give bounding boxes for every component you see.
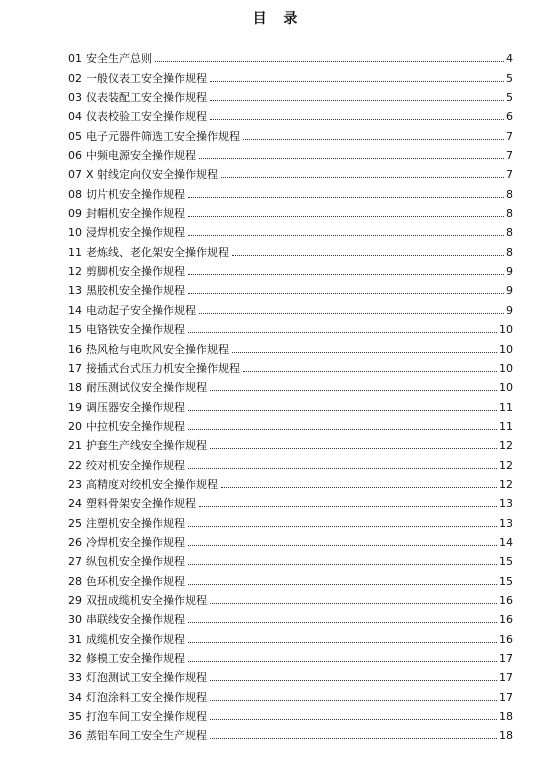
toc-entry[interactable] <box>68 665 513 684</box>
toc-entry-page-number: 9 <box>506 303 513 317</box>
toc-entry-label[interactable]: 成缆机安全操作规程 <box>86 632 185 646</box>
toc-entry-label[interactable]: 老炼线、老化架安全操作规程 <box>86 245 229 259</box>
dot-leader <box>199 313 504 314</box>
toc-entry-page-number: 17 <box>499 671 513 685</box>
toc-entry-label[interactable]: 耐压测试仪安全操作规程 <box>86 381 207 395</box>
toc-entry[interactable] <box>68 433 513 452</box>
toc-entry[interactable] <box>68 549 513 568</box>
toc-entry-label[interactable]: 安全生产总则 <box>86 52 152 66</box>
toc-entry[interactable] <box>68 607 513 626</box>
toc-entry-page-number: 7 <box>506 149 513 163</box>
dot-leader <box>188 332 497 333</box>
toc-entry-number: 31 <box>68 632 82 646</box>
toc-entry-number: 07 <box>68 168 82 182</box>
dot-leader <box>188 410 497 411</box>
toc-entry-number: 03 <box>68 91 82 105</box>
toc-entry-page-number: 8 <box>506 245 513 259</box>
dot-leader <box>210 81 504 82</box>
toc-entry-label[interactable]: X 射线定向仪安全操作规程 <box>86 168 219 182</box>
dot-leader <box>221 177 504 178</box>
toc-entry[interactable] <box>68 510 513 529</box>
toc-entry-label[interactable]: 修模工安全操作规程 <box>86 652 185 665</box>
toc-entry-page-number: 6 <box>506 110 513 124</box>
toc-entry[interactable] <box>68 162 513 181</box>
toc-entry-number: 09 <box>68 207 82 221</box>
toc-entry[interactable] <box>68 356 513 375</box>
dot-leader <box>232 255 504 256</box>
toc-entry-label[interactable]: 黑胶机安全操作规程 <box>86 284 185 298</box>
toc-entry[interactable] <box>68 375 513 394</box>
toc-entry[interactable] <box>68 723 513 742</box>
toc-entry[interactable] <box>68 46 513 65</box>
toc-entry-page-number: 16 <box>499 632 513 646</box>
toc-entry-number: 19 <box>68 400 82 414</box>
toc-entry-label[interactable]: 调压器安全操作规程 <box>86 400 185 414</box>
toc-entry[interactable] <box>68 181 513 200</box>
toc-entry[interactable] <box>68 704 513 723</box>
toc-entry[interactable] <box>68 646 513 665</box>
toc-entry-label[interactable]: 浸焊机安全操作规程 <box>86 226 185 240</box>
toc-entry-number: 33 <box>68 671 82 685</box>
toc-entry[interactable] <box>68 143 513 162</box>
page-title: 目 录 <box>252 11 304 27</box>
toc-entry-number: 08 <box>68 187 82 201</box>
toc-entry-label[interactable]: 灯泡涂料工安全操作规程 <box>86 690 207 704</box>
toc-entry-label[interactable]: 双扭成缆机安全操作规程 <box>86 593 207 607</box>
toc-entry-number: 17 <box>68 361 82 375</box>
toc-entry-number: 20 <box>68 419 82 433</box>
toc-entry[interactable] <box>68 336 513 355</box>
toc-entry-number: 11 <box>68 245 82 259</box>
toc-entry-label[interactable]: 接插式台式压力机安全操作规程 <box>86 361 240 375</box>
toc-entry[interactable] <box>68 684 513 703</box>
toc-entry-page-number: 10 <box>499 323 513 337</box>
toc-entry-page-number: 8 <box>506 187 513 201</box>
toc-entry-number: 05 <box>68 129 82 143</box>
toc-entry-label[interactable]: 蒸铝车间工安全生产规程 <box>86 729 207 743</box>
toc-entry[interactable] <box>68 85 513 104</box>
dot-leader <box>188 429 497 430</box>
toc-entry[interactable] <box>68 626 513 645</box>
toc-entry-number: 25 <box>68 516 82 530</box>
dot-leader <box>199 158 504 159</box>
toc-entry-page-number: 15 <box>499 574 513 588</box>
toc-entry-label[interactable]: 剪脚机安全操作规程 <box>86 265 185 279</box>
dot-leader <box>210 700 497 701</box>
dot-leader <box>243 371 497 372</box>
dot-leader <box>210 448 497 449</box>
dot-leader <box>210 738 497 739</box>
toc-entry-number: 12 <box>68 265 82 279</box>
dot-leader <box>210 680 497 681</box>
toc-entry-number: 24 <box>68 497 82 511</box>
toc-entry-page-number: 10 <box>499 342 513 356</box>
toc-entry-label[interactable]: 绞对机安全操作规程 <box>86 458 185 472</box>
toc-entry-number: 30 <box>68 613 82 627</box>
toc-entry-label[interactable]: 一般仪表工安全操作规程 <box>86 71 207 85</box>
toc-entry-label[interactable]: 串联线安全操作规程 <box>86 613 185 627</box>
dot-leader <box>188 584 497 585</box>
toc-entry-label[interactable]: 电铬铁安全操作规程 <box>86 323 185 337</box>
dot-leader <box>188 274 504 275</box>
toc-entry-page-number: 17 <box>499 652 513 665</box>
toc-entry-number: 32 <box>68 652 82 665</box>
toc-entry-number: 34 <box>68 690 82 704</box>
toc-entry[interactable] <box>68 278 513 297</box>
toc-entry[interactable] <box>68 530 513 549</box>
toc-entry-page-number: 5 <box>506 71 513 85</box>
toc-entry[interactable] <box>68 414 513 433</box>
toc-entry-label[interactable]: 塑料骨架安全操作规程 <box>86 497 196 511</box>
toc-entry-page-number: 16 <box>499 593 513 607</box>
toc-entry-label[interactable]: 热风枪与电吹风安全操作规程 <box>86 342 229 356</box>
dot-leader <box>188 545 497 546</box>
toc-entry-page-number: 17 <box>499 690 513 704</box>
dot-leader <box>188 293 504 294</box>
toc-entry[interactable] <box>68 394 513 413</box>
toc-entry-label[interactable]: 仪表校验工安全操作规程 <box>86 110 207 124</box>
toc-entry[interactable] <box>68 588 513 607</box>
toc-entry-number: 23 <box>68 477 82 491</box>
toc-entry-page-number: 12 <box>499 439 513 453</box>
toc-entry-number: 14 <box>68 303 82 317</box>
toc-entry-page-number: 13 <box>499 497 513 511</box>
toc-entry-label[interactable]: 中频电源安全操作规程 <box>86 149 196 163</box>
toc-entry-page-number: 4 <box>506 52 513 66</box>
toc-entry-page-number: 5 <box>506 91 513 105</box>
dot-leader <box>188 661 497 662</box>
toc-entry-page-number: 9 <box>506 284 513 298</box>
toc-entry-page-number: 18 <box>499 710 513 724</box>
dot-leader <box>210 100 504 101</box>
toc-entry-number: 22 <box>68 458 82 472</box>
dot-leader <box>188 642 497 643</box>
toc-entry-label[interactable]: 中拉机安全操作规程 <box>86 419 185 433</box>
toc-entry[interactable] <box>68 220 513 239</box>
toc-entry-number: 04 <box>68 110 82 124</box>
toc-entry-number: 35 <box>68 710 82 724</box>
toc-entry-number: 01 <box>68 52 82 66</box>
toc-entry-number: 36 <box>68 729 82 743</box>
toc-entry-page-number: 8 <box>506 226 513 240</box>
toc-entry-page-number: 9 <box>506 265 513 279</box>
dot-leader <box>188 216 504 217</box>
toc-entry-label[interactable]: 色环机安全操作规程 <box>86 574 185 588</box>
toc-entry-label[interactable]: 电子元器件筛选工安全操作规程 <box>86 129 240 143</box>
toc-entry-label[interactable]: 护套生产线安全操作规程 <box>86 439 207 453</box>
toc-entry[interactable] <box>68 201 513 220</box>
toc-entry[interactable] <box>68 239 513 258</box>
toc-entry-number: 21 <box>68 439 82 453</box>
dot-leader <box>188 197 504 198</box>
toc-entry-label[interactable]: 注塑机安全操作规程 <box>86 516 185 530</box>
dot-leader <box>188 564 497 565</box>
toc-entry-label[interactable]: 电动起子安全操作规程 <box>86 303 196 317</box>
dot-leader <box>210 603 497 604</box>
toc-entry[interactable] <box>68 568 513 587</box>
toc-entry-label[interactable]: 打泡车间工安全操作规程 <box>86 710 207 724</box>
toc-entry-number: 26 <box>68 535 82 549</box>
toc-entry-label[interactable]: 切片机安全操作规程 <box>86 187 185 201</box>
toc-entry[interactable] <box>68 297 513 316</box>
dot-leader <box>188 468 497 469</box>
toc-entry-number: 27 <box>68 555 82 569</box>
toc-entry-number: 13 <box>68 284 82 298</box>
toc-entry-number: 18 <box>68 381 82 395</box>
dot-leader <box>188 622 497 623</box>
dot-leader <box>232 352 497 353</box>
toc-entry-page-number: 8 <box>506 207 513 221</box>
toc-entry-page-number: 11 <box>499 400 513 414</box>
toc-entry-number: 06 <box>68 149 82 163</box>
dot-leader <box>188 526 497 527</box>
dot-leader <box>199 506 497 507</box>
toc-entry-page-number: 18 <box>499 729 513 743</box>
dot-leader <box>221 487 497 488</box>
toc-entry-page-number: 13 <box>499 516 513 530</box>
dot-leader <box>210 719 497 720</box>
toc-entry[interactable] <box>68 472 513 491</box>
dot-leader <box>155 61 504 62</box>
toc-entry-number: 29 <box>68 593 82 607</box>
toc-entry-page-number: 15 <box>499 555 513 569</box>
toc-entry-page-number: 11 <box>499 419 513 433</box>
toc-entry[interactable] <box>68 65 513 84</box>
toc-entry-label[interactable]: 灯泡测试工安全操作规程 <box>86 671 207 685</box>
table-of-contents <box>68 46 513 742</box>
toc-entry-page-number: 16 <box>499 613 513 627</box>
dot-leader <box>243 139 504 140</box>
toc-entry-page-number: 7 <box>506 168 513 182</box>
toc-entry-label[interactable]: 仪表装配工安全操作规程 <box>86 91 207 105</box>
toc-entry-number: 16 <box>68 342 82 356</box>
toc-entry[interactable] <box>68 452 513 471</box>
toc-entry-label[interactable]: 冷焊机安全操作规程 <box>86 535 185 549</box>
toc-entry[interactable] <box>68 491 513 510</box>
dot-leader <box>210 119 504 120</box>
toc-entry[interactable] <box>68 123 513 142</box>
toc-entry-label[interactable]: 纵包机安全操作规程 <box>86 555 185 569</box>
toc-entry-page-number: 10 <box>499 361 513 375</box>
dot-leader <box>210 390 497 391</box>
toc-entry-number: 28 <box>68 574 82 588</box>
toc-entry-label[interactable]: 封帽机安全操作规程 <box>86 207 185 221</box>
toc-entry-page-number: 12 <box>499 458 513 472</box>
toc-entry-page-number: 10 <box>499 381 513 395</box>
toc-entry-number: 15 <box>68 323 82 337</box>
toc-entry[interactable] <box>68 104 513 123</box>
toc-entry-page-number: 14 <box>499 535 513 549</box>
toc-entry-number: 02 <box>68 71 82 85</box>
toc-entry-label[interactable]: 高精度对绞机安全操作规程 <box>86 477 218 491</box>
toc-entry-page-number: 12 <box>499 477 513 491</box>
toc-entry[interactable] <box>68 259 513 278</box>
toc-entry[interactable] <box>68 317 513 336</box>
dot-leader <box>188 235 504 236</box>
toc-entry-number: 10 <box>68 226 82 240</box>
toc-entry-page-number: 7 <box>506 129 513 143</box>
